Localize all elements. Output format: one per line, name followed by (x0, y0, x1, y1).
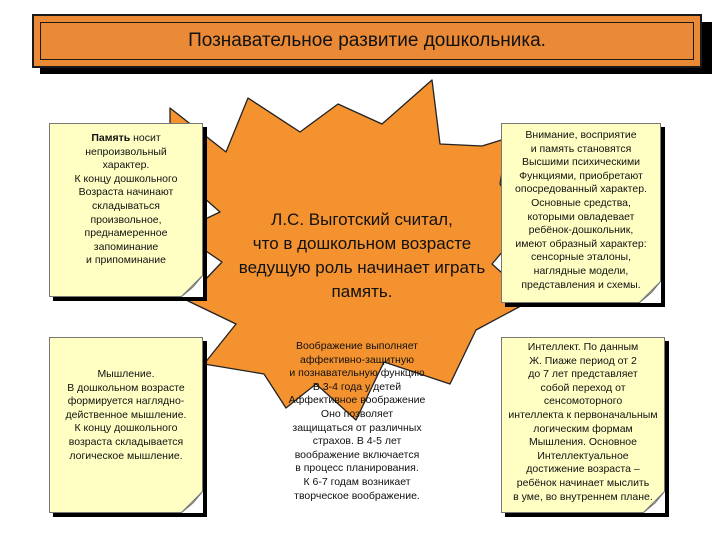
perception-line: сенсорные эталоны, (530, 251, 632, 264)
intellect-line: интеллекта к первоначальным (508, 408, 658, 421)
thinking-line: формируется наглядно- (67, 395, 185, 408)
intellect-line: собой переход от (540, 381, 626, 394)
imagination-line: Воображение выполняет (296, 340, 418, 352)
memory-line: запоминание (93, 240, 159, 253)
memory-line: складываться (92, 199, 160, 212)
memory-note (49, 123, 203, 297)
perception-line: и память становятся (530, 142, 632, 155)
imagination-line: страхов. В 4-5 лет (312, 435, 402, 448)
memory-line: и припоминание (86, 254, 166, 267)
thinking-line: Мышление. (97, 368, 155, 380)
center-line: Л.С. Выготский считал, (271, 210, 453, 229)
perception-line: наглядные модели, (533, 264, 629, 277)
thinking-line: возраста складывается (68, 435, 184, 448)
imagination-line: Оно позволяет (320, 407, 394, 420)
intellect-line: достижение возраста – (526, 463, 640, 476)
page-title: Познавательное развитие дошкольника. (40, 22, 694, 60)
intellect-line: в уме, во внутреннем плане. (513, 490, 653, 503)
imagination-line: и познавательную функцию (289, 367, 425, 380)
perception-line: имеют образный характер: (515, 237, 647, 250)
center-line: ведущую роль начинает играть (238, 258, 486, 277)
intellect-line: логическим формам (533, 422, 633, 435)
memory-line: К концу дошкольного (74, 172, 178, 185)
perception-line: Основные средства, (531, 196, 631, 209)
perception-line: опосредованный характер. (515, 183, 647, 196)
memory-line: произвольное, (90, 213, 162, 226)
note-fold (181, 275, 203, 297)
imagination-line: аффективно-защитную (300, 353, 414, 366)
imagination-line: защищаться от различных (292, 421, 422, 434)
intellect-text (498, 341, 668, 504)
perception-line: Высшими психическими (521, 156, 641, 169)
intellect-line: до 7 лет представляет (528, 368, 638, 381)
intellect-line: ребёнок начинает мыслить (516, 476, 650, 489)
intellect-line: Ж. Пиаже период от 2 (529, 354, 637, 367)
imagination-line: воображение включается (294, 448, 420, 461)
imagination-line: К 6-7 годам возникает (303, 475, 411, 488)
memory-line: характер. (102, 159, 150, 172)
center-line: что в дошкольном возрасте (252, 234, 472, 253)
perception-line: Функциями, приобретают (519, 169, 643, 182)
thinking-line: В дошкольном возрасте (67, 381, 185, 394)
perception-line: Внимание, восприятие (525, 129, 637, 141)
thinking-text (52, 368, 200, 463)
note-fold (181, 491, 203, 513)
memory-text (52, 132, 200, 268)
center-line: память. (331, 282, 393, 301)
memory-line-0: Память носит (91, 132, 161, 144)
imagination-line: творческое воображение. (294, 489, 420, 502)
imagination-text (268, 340, 446, 503)
imagination-line: Аффективное воображение (288, 394, 426, 407)
perception-line: представления и схемы. (521, 278, 641, 291)
memory-line: преднамеренное (84, 227, 168, 240)
thinking-note (49, 337, 203, 513)
intellect-line: Интеллектуальное (537, 449, 629, 462)
thinking-line: К концу дошкольного (74, 422, 178, 435)
intellect-note (501, 337, 665, 513)
intellect-line: Мышления. Основное (529, 436, 637, 449)
memory-bold-word: Память (91, 132, 131, 144)
intellect-line: сенсомоторного (543, 395, 623, 408)
thinking-line: логическое мышление. (69, 449, 183, 462)
memory-line: Возраста начинают (78, 186, 174, 199)
center-statement (214, 208, 510, 304)
memory-line: непроизвольный (85, 145, 167, 158)
perception-note (501, 123, 661, 303)
perception-line: ребёнок-дошкольник, (528, 224, 634, 237)
imagination-line: В 3-4 года у детей (312, 380, 402, 393)
perception-text (504, 129, 658, 292)
intellect-line: Интеллект. По данным (527, 341, 639, 353)
perception-line: которыми овладевает (527, 210, 635, 223)
thinking-line: действенное мышление. (65, 408, 187, 421)
imagination-line: в процесс планирования. (295, 462, 419, 475)
